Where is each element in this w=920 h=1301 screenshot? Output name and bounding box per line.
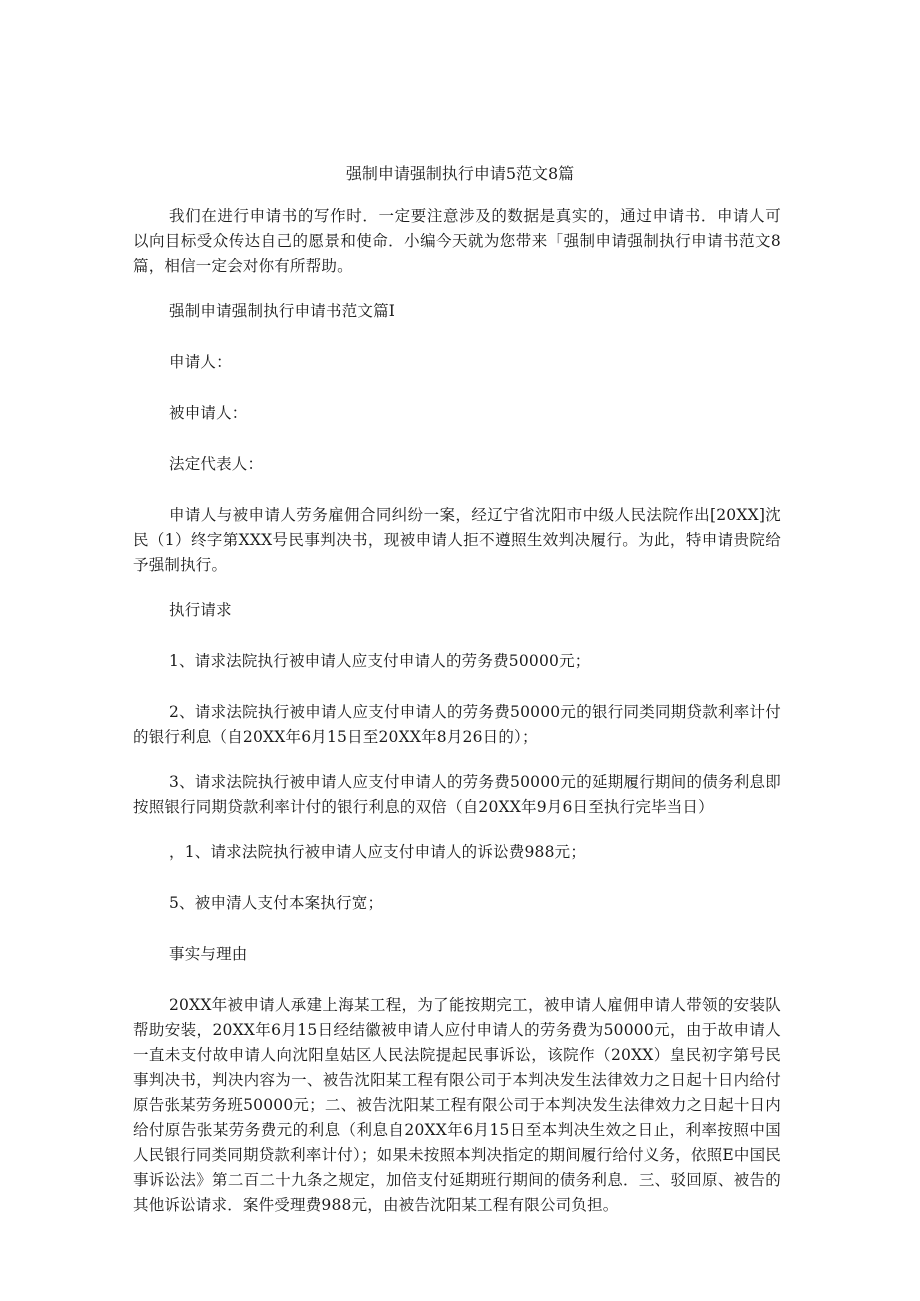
request-item-2: 2、请求法院执行被申请人应支付申请人的劳务费50000元的银行同类同期贷款利率计付的银行利息（自20XX年6月15日至20XX年8月26日的）； [133, 703, 781, 746]
intro-paragraph: 我们在进行申请书的写作时．一定要注意涉及的数据是真实的，通过申请书．申请人可以向目标受众传达自己的愿景和使命．小编今天就为您带来「强制申请强制执行申请书范文8篇，相信一定会对你有所帮助。 [133, 207, 781, 275]
case-paragraph: 申请人与被申请人劳务雇佣合同纠纷一案，经辽宁省沈阳市中级人民法院作出[20XX]沈民（1）终字第XXX号民事判决书，现被申请人拒不遵照生效判决履行。为此，特申请贵院给予强制执行。 [133, 506, 781, 574]
requests-heading: 执行请求 [169, 601, 232, 619]
respondent-line: 被申请人： [169, 404, 248, 422]
section-heading: 强制申请强制执行申请书范文篇I [169, 302, 396, 320]
document-title: 强制申请强制执行申请5范文8篇 [345, 164, 575, 183]
request-item-1: 1、请求法院执行被申请人应支付申请人的劳务费50000元； [169, 652, 591, 670]
facts-heading: 事实与理由 [169, 945, 248, 963]
facts-paragraph: 20XX年被申请人承建上海某工程，为了能按期完工，被申请人雇佣申请人带领的安装队帮助安装，20XX年6月15日经结徽被申请人应付申请人的劳务费为50000元，由于故申请人一直未支付故申请人向沈阳皇姑区人民法院提起民事诉讼，该院作（20XX）皇民初字第号民事判决书，判决内容为一、被告沈阳某工程有限公司于本判决发生法律效力之日起十日内给付原告张某劳务班50000元；二、被告沈阳某工程有限公司于本判决发生法律效力之日起十日内给付原告张某劳务费元的利息（利息自20XX年6月15日至本判决生效之日止，利率按照中国人民银行同类同期贷款利率计付）；如果未按照本判决指定的期间履行给付义务，依照E中国民事诉讼法》第二百二十九条之规定，加倍支付延期班行期间的债务利息．三、驳回原、被告的其他诉讼请求．案件受理费988元，由被告沈阳某工程有限公司负担。 [133, 996, 781, 1214]
request-item-3: 3、请求法院执行被申请人应支付申请人的劳务费50000元的延期履行期间的债务利息即按照银行同期贷款利率计付的银行利息的双倍（自20XX年9月6日至执行完毕当日） [133, 773, 781, 816]
legal-representative-line: 法定代表人： [169, 455, 264, 473]
applicant-line: 申请人： [169, 353, 232, 371]
request-item-4: ，1、请求法院执行被申请人应支付申请人的诉讼费988元； [169, 843, 587, 861]
document-body [133, 204, 781, 1238]
request-item-5: 5、被申清人支付本案执行宽； [169, 894, 384, 912]
